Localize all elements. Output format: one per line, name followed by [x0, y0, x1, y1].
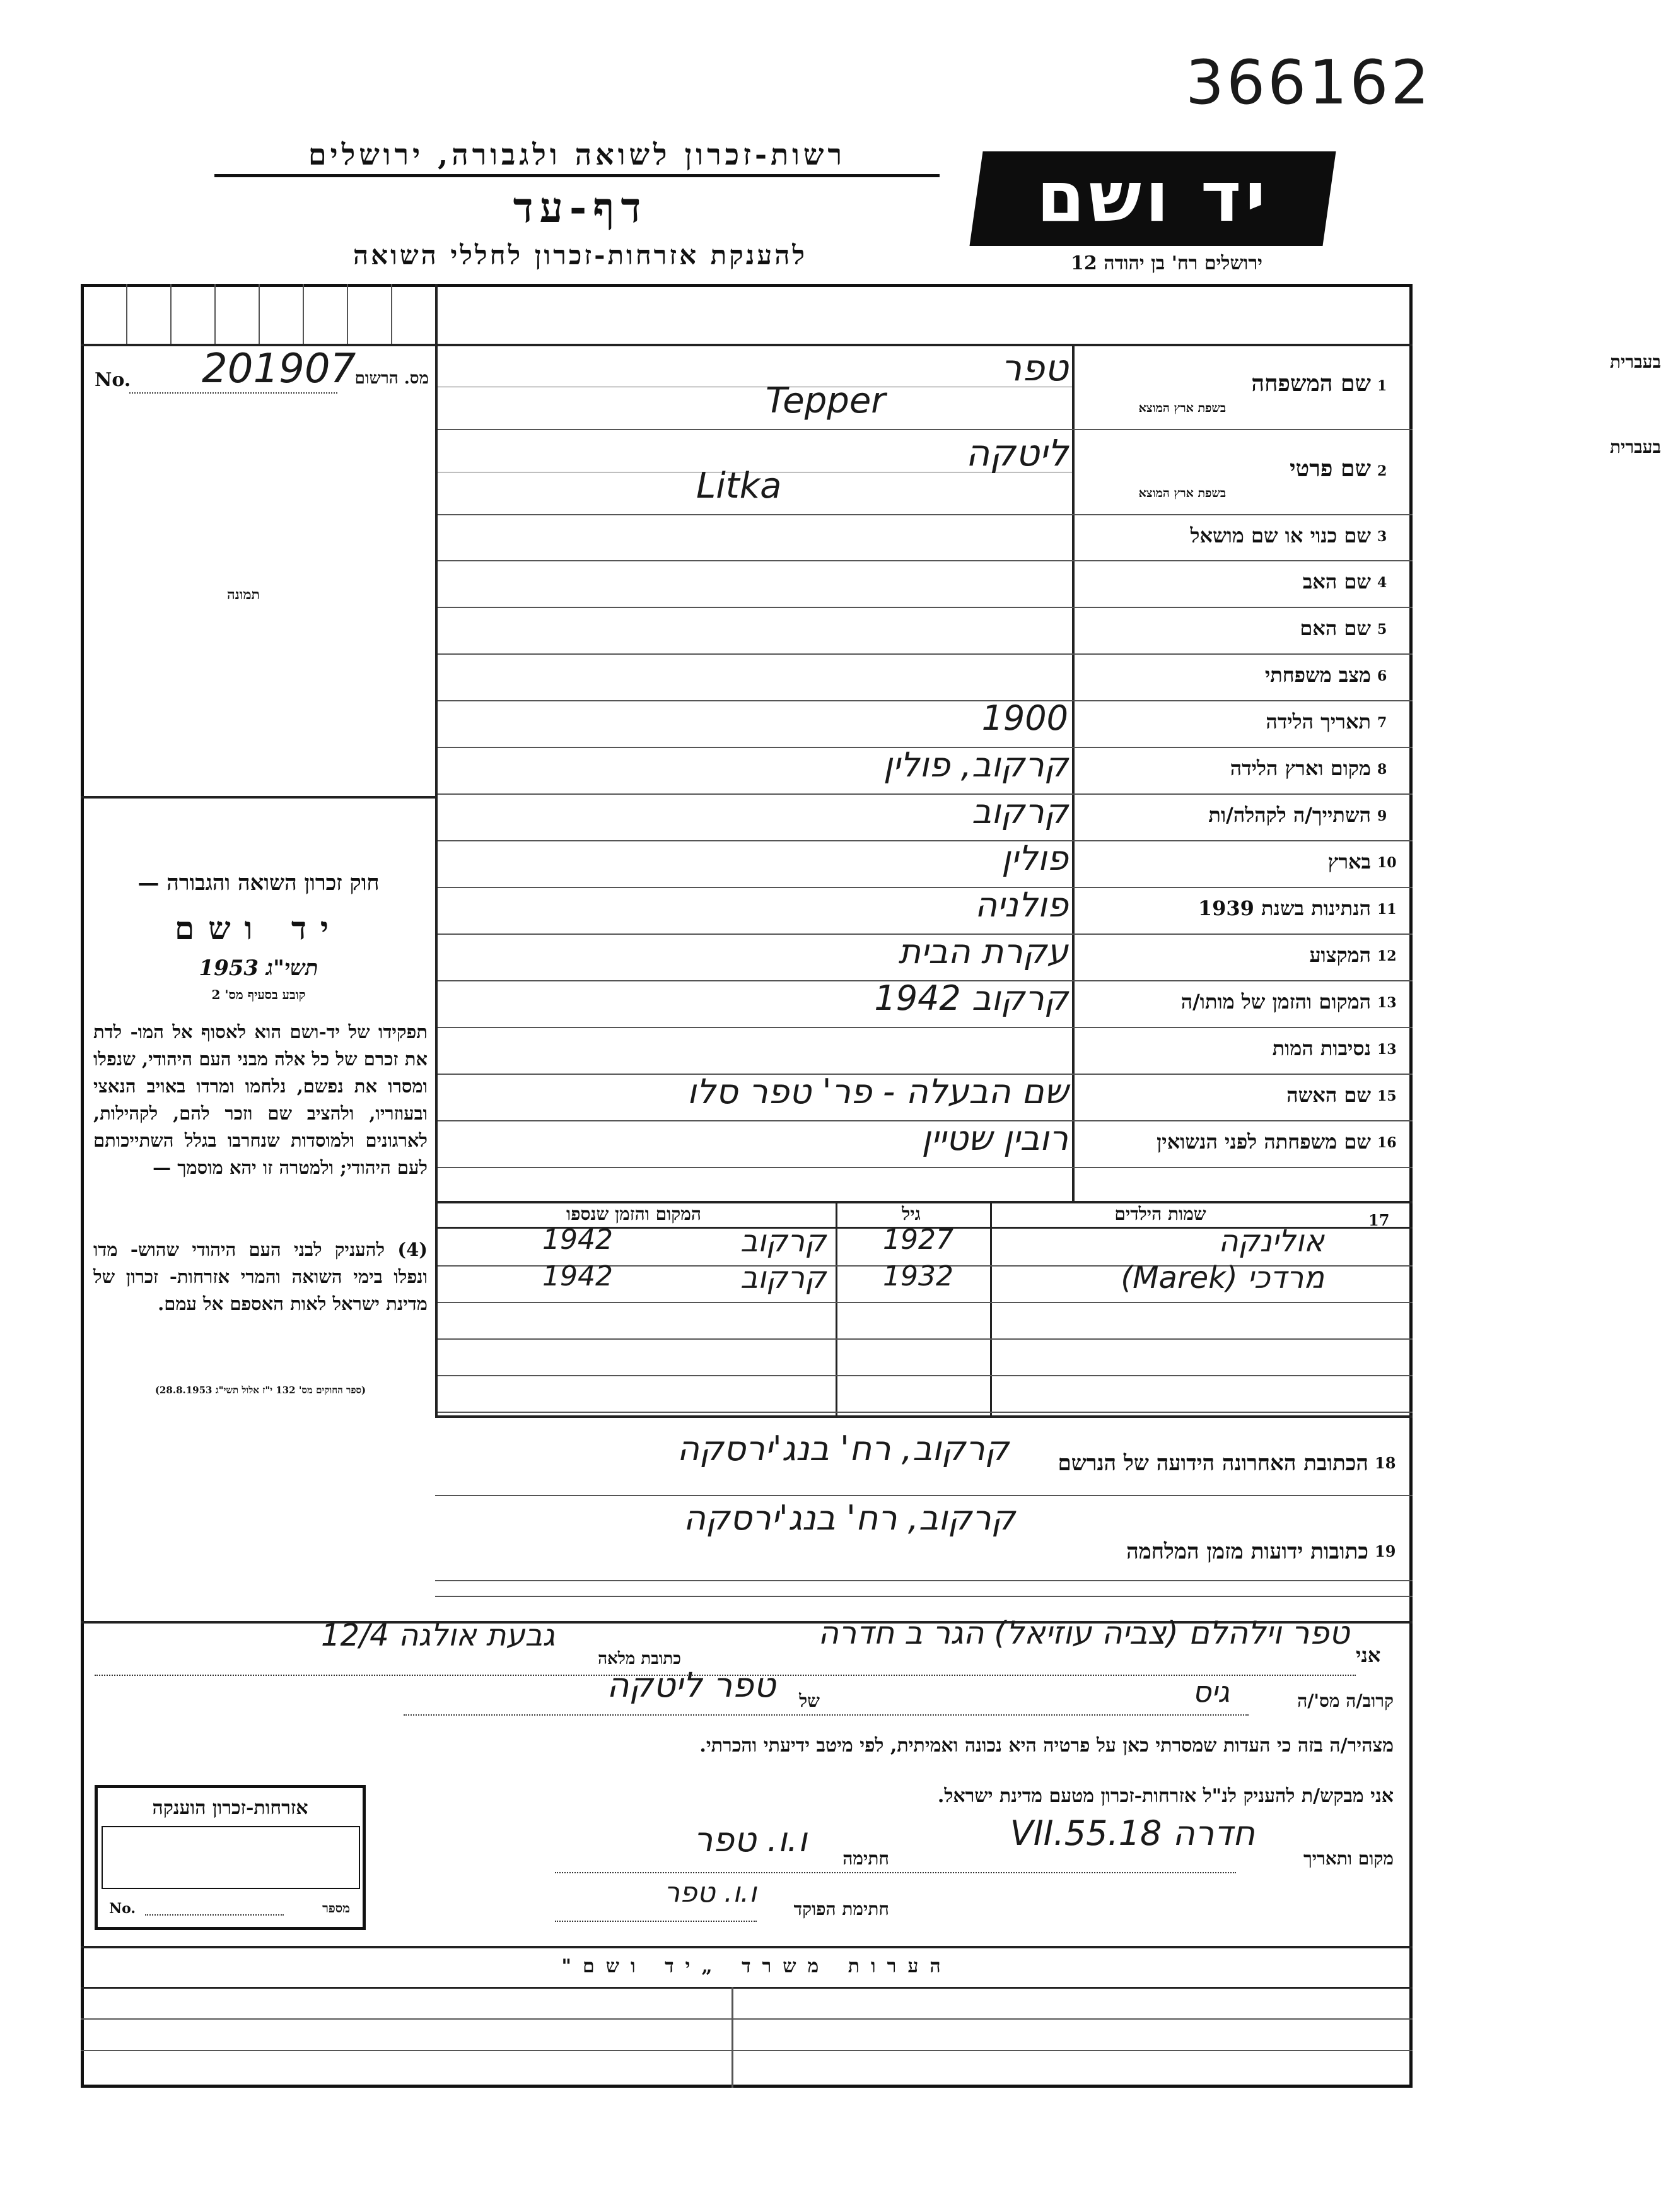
law-paragraph-1: תפקידו של יד-ושם הוא לאסוף אל המו- לדת את זכרם של כל אלה מבני העם היהודי, שנפלו ומסרו את נפשם, נלחמו ומרדו באויב הנאצי ובעוזריו, ולהציב שם וזכר להם, לקהילות, לארגונים ולמוסדות שנחרבו בגלל השתייכותם לעם היהודי; ולמטרה זו יהא מוסמך — — [93, 1021, 428, 1178]
decl-name-value[interactable]: טפר וילהלם (צביה עוזיאל) הגר ב חדרה — [818, 1615, 1349, 1651]
children-col-age: גיל — [902, 1203, 921, 1224]
photo-label: תמונה — [227, 587, 260, 603]
field-number: 4 — [1377, 575, 1387, 591]
field-label: הנתינות בשנת 1939 — [1198, 896, 1371, 920]
registration-label-he: מס. הרשום — [354, 369, 429, 388]
child-place[interactable]: קרקוב — [740, 1224, 826, 1259]
authority-title: רשות-זכרון לשואה ולגבורה, ירושלים — [214, 138, 940, 177]
field-row — [438, 1120, 1413, 1167]
field-value-hebrew[interactable]: טפר — [1001, 346, 1068, 389]
field-sub-origin: בשפת ארץ המוצא — [1138, 486, 1226, 500]
address18-label: הכתובת האחרונה הידועה של הנרשם — [1058, 1451, 1368, 1476]
field-label: שם כנוי או שם מושאל — [1190, 523, 1371, 547]
children-col-names: שמות הילדים — [1114, 1203, 1206, 1224]
field-sub-hebrew: בעברית — [1609, 436, 1661, 457]
form-title: דף-עד — [513, 183, 648, 232]
child-age[interactable]: 1927 — [883, 1224, 953, 1256]
field-row — [438, 1027, 1413, 1074]
child-year[interactable]: 1942 — [542, 1224, 613, 1256]
field-number: 12 — [1377, 948, 1397, 964]
decl-of-label: של — [799, 1690, 820, 1711]
child-name[interactable]: אולינקה — [1218, 1224, 1324, 1259]
citizenship-box — [95, 1785, 366, 1930]
logo-text: יד ושם — [1036, 156, 1269, 237]
field-value-origin[interactable]: Tepper — [766, 380, 886, 421]
address19-label: כתובות ידועות מזמן המלחמה — [1126, 1539, 1368, 1564]
field-label: שם האם — [1300, 616, 1371, 640]
place-date-label: מקום ותאריך — [1303, 1848, 1394, 1869]
field-number: 13 — [1377, 995, 1397, 1011]
field-number: 11 — [1377, 901, 1397, 918]
address19-number: 19 — [1375, 1542, 1396, 1560]
notes-title: הערות משרד „יד ושם" — [561, 1955, 952, 1977]
field-number: 6 — [1377, 668, 1387, 684]
archive-number: 366162 — [1186, 47, 1432, 118]
officer-label: חתימת הפוקד — [793, 1899, 889, 1919]
children-field-number: 17 — [1368, 1211, 1390, 1229]
field-number: 1 — [1377, 377, 1387, 394]
registration-number[interactable]: 201907 — [202, 346, 356, 392]
field-label: נסיבות המות — [1272, 1036, 1371, 1060]
field-row — [438, 514, 1413, 560]
field-row — [438, 344, 1661, 429]
child-place[interactable]: קרקוב — [740, 1260, 826, 1296]
field-sub-hebrew: בעברית — [1609, 351, 1661, 372]
decl-statement: מצהיר/ה בזה כי העדות שמסרתי כאן על פרטיה היא נכונה ואמיתית, לפי מיטב ידיעתי והכרתי. — [699, 1735, 1394, 1757]
field-label: מקום וארץ הלידה — [1230, 756, 1371, 780]
place-date-value[interactable]: חדרה 18.VII.55 — [1010, 1813, 1255, 1853]
field-label: שם האשה — [1286, 1083, 1371, 1107]
decl-ani: אני — [1356, 1643, 1381, 1667]
field-label: שם משפחתה לפני הנשואין — [1157, 1130, 1371, 1154]
field-number: 16 — [1377, 1135, 1397, 1151]
field-value[interactable]: קרקוב 1942 — [874, 978, 1068, 1018]
law-title: חוק זכרון השואה והגבורה — — [137, 870, 380, 896]
field-label: בארץ — [1327, 850, 1371, 874]
field-label: המקצוע — [1309, 943, 1371, 967]
law-year: תשי"ג 1953 — [199, 956, 318, 981]
field-row — [438, 560, 1413, 607]
law-clause: קובע בסעיף מס' 2 — [211, 987, 306, 1002]
field-row — [438, 653, 1413, 700]
decl-request: אני מבקש/ת להעניק לנ"ל אזרחות-זכרון מטעם מדינת ישראל. — [937, 1785, 1394, 1807]
logo-address: ירושלים רח' בן יהודה 12 — [1071, 252, 1262, 274]
form-subtitle: להענקת אזרחות-זכרון לחללי השואה — [353, 240, 808, 271]
registration-label-en: No. — [95, 369, 131, 391]
decl-relative-label: קרוב/ה מס'/ה — [1297, 1690, 1394, 1711]
field-value[interactable]: רובין שטיין — [921, 1118, 1068, 1158]
field-number: 8 — [1377, 761, 1387, 778]
signature-value[interactable]: ו.ו. טפר — [693, 1820, 807, 1859]
child-age[interactable]: 1932 — [883, 1260, 953, 1292]
citizenship-number-label: מספר — [322, 1900, 350, 1916]
field-number: 2 — [1377, 462, 1387, 479]
address18-number: 18 — [1375, 1454, 1396, 1472]
field-label: שם האב — [1302, 570, 1371, 594]
field-row — [438, 793, 1413, 840]
field-value[interactable]: קרקוב — [971, 792, 1068, 831]
decl-of-value[interactable]: טפר ליטקה — [607, 1665, 776, 1705]
law-source: (ספר החוקים מס' 132 י"ז אלול תשי"ג 28.8.1953) — [154, 1384, 366, 1396]
field-value-origin[interactable]: Litka — [696, 465, 782, 506]
field-row — [438, 607, 1413, 653]
law-paragraph-2: (4) להעניק לבני העם היהודי שהוש- מדו ונפלו בימי השואה והמרי אזרחות- זכרון של מדינת ישראל לאות האספם אל עמם. — [93, 1239, 428, 1314]
signature-label: חתימה — [842, 1848, 889, 1869]
field-value[interactable]: עקרת הבית — [898, 932, 1068, 971]
field-number: 9 — [1377, 808, 1387, 824]
field-value[interactable]: פולניה — [974, 885, 1068, 925]
field-number: 10 — [1377, 855, 1397, 871]
decl-address-value[interactable]: גבעת אולגה 12/4 — [320, 1618, 555, 1653]
citizenship-number-en: No. — [109, 1900, 136, 1917]
field-label: מצב משפחתי — [1264, 663, 1371, 687]
field-number: 15 — [1377, 1088, 1397, 1104]
field-row — [438, 933, 1413, 980]
children-col-place: המקום והזמן שנספו — [566, 1203, 701, 1224]
decl-address-label: כתובת מלאה — [598, 1649, 681, 1668]
field-sub-origin: בשפת ארץ המוצא — [1138, 401, 1226, 415]
field-value[interactable]: 1900 — [981, 698, 1068, 738]
decl-relative-value[interactable]: גיס — [1192, 1675, 1230, 1709]
field-row — [438, 429, 1661, 514]
child-name[interactable]: מרדכי (Marek) — [1121, 1260, 1324, 1296]
field-row — [438, 1074, 1413, 1120]
field-label: המקום והזמן של מותו/ה — [1180, 990, 1371, 1014]
field-label: תאריך הלידה — [1266, 710, 1371, 734]
child-year[interactable]: 1942 — [542, 1260, 613, 1292]
field-value[interactable]: קרקוב, פולין — [883, 745, 1068, 785]
address18-value[interactable]: קרקוב, רח' בנג'ירסקה — [677, 1429, 1009, 1468]
field-number: 5 — [1377, 621, 1387, 638]
field-row — [438, 840, 1413, 887]
field-value-hebrew[interactable]: ליטקה — [965, 431, 1068, 474]
law-name: יד ושם — [175, 910, 342, 947]
field-value[interactable]: פולין — [1001, 838, 1068, 878]
field-value[interactable]: שם הבעלה - פר' טפר סלו — [687, 1072, 1068, 1111]
field-row — [438, 980, 1413, 1027]
officer-value[interactable]: ו.ו. טפר — [664, 1876, 757, 1909]
field-number: 7 — [1377, 715, 1387, 731]
field-label: שם המשפחה — [1251, 370, 1371, 397]
field-label: שם פרטי — [1290, 455, 1371, 482]
citizenship-title: אזרחות-זכרון הוענקה — [152, 1797, 308, 1819]
field-row — [438, 747, 1413, 793]
field-number: 3 — [1377, 528, 1387, 545]
address19-value[interactable]: קרקוב, רח' בנג'ירסקה — [683, 1498, 1015, 1538]
field-label: השתייך/ה לקהלה/ות — [1208, 803, 1371, 827]
field-row — [438, 700, 1413, 747]
yad-vashem-logo — [969, 151, 1336, 246]
field-number: 13 — [1377, 1041, 1397, 1058]
field-row — [438, 887, 1413, 933]
